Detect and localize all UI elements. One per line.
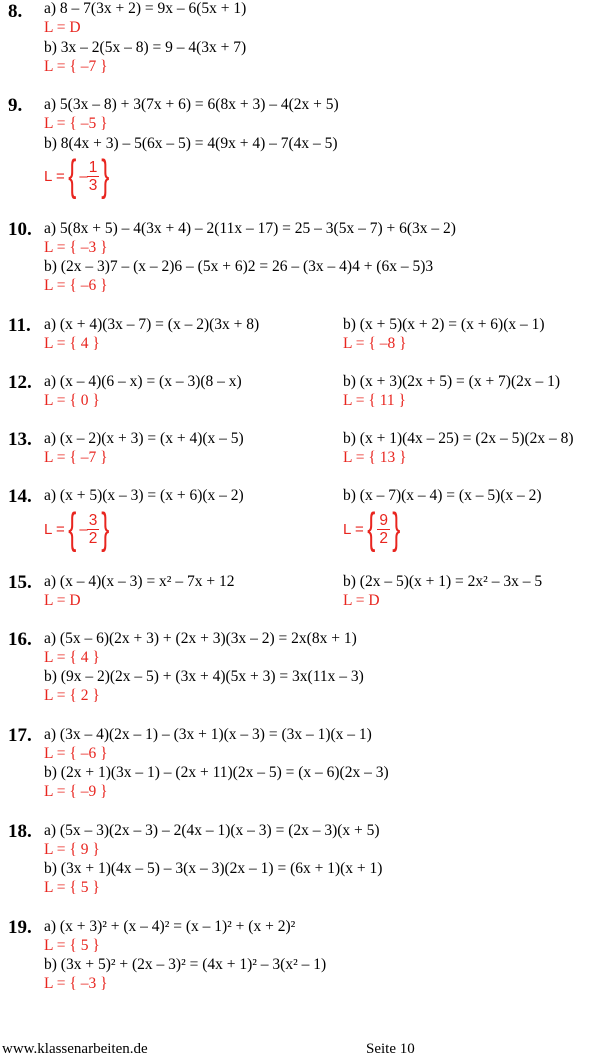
exercise-number: 14.	[8, 486, 32, 507]
exercise-number: 10.	[8, 219, 32, 240]
solution-a: L = { –3 }	[44, 239, 108, 256]
exercise-number: 13.	[8, 429, 32, 450]
solution-a: L = { –7 }	[44, 449, 108, 466]
solution-a: L = { 4 }	[44, 649, 100, 666]
equation-a: a) (5x – 3)(2x – 3) – 2(4x – 1)(x – 3) = (2x – 3)(x + 5)	[44, 822, 380, 839]
solution-a: L = { 9 }	[44, 841, 100, 858]
right-brace-icon: }	[101, 151, 110, 200]
solution-b: L = { –3 }	[44, 975, 108, 992]
solution-b: L = D	[343, 592, 380, 609]
equation-b: b) 3x – 2(5x – 8) = 9 – 4(3x + 7)	[44, 39, 247, 56]
fraction-denominator: 2	[379, 529, 389, 547]
equation-b: b) (2x – 5)(x + 1) = 2x² – 3x – 5	[343, 573, 543, 590]
fraction-denominator: 3	[88, 176, 98, 194]
solution-a: L = { –6 }	[44, 745, 108, 762]
solution-a-fraction	[44, 504, 113, 553]
left-brace-icon: {	[68, 151, 77, 200]
exercise-number: 15.	[8, 572, 32, 593]
equation-b: b) 8(4x + 3) – 5(6x – 5) = 4(9x + 4) – 7(4x – 5)	[44, 135, 338, 152]
equation-b: b) (3x + 1)(4x – 5) – 3(x – 3)(2x – 1) = (6x + 1)(x + 1)	[44, 860, 383, 877]
solution-a: L = { –5 }	[44, 115, 108, 132]
equation-a: a) 5(3x – 8) + 3(7x + 6) = 6(8x + 3) – 4(2x + 5)	[44, 96, 339, 113]
solution-a: L = { 0 }	[44, 392, 100, 409]
fraction-denominator: 2	[88, 529, 98, 547]
exercise-number: 17.	[8, 725, 32, 746]
equation-b: b) (x + 5)(x + 2) = (x + 6)(x – 1)	[343, 316, 545, 333]
equation-b: b) (x – 7)(x – 4) = (x – 5)(x – 2)	[343, 487, 542, 504]
left-brace-icon: {	[68, 504, 77, 553]
equation-b: b) (9x – 2)(2x – 5) + (3x + 4)(5x + 3) = 3x(11x – 3)	[44, 668, 364, 685]
solution-a: L = D	[44, 592, 81, 609]
equation-a: a) (x – 4)(6 – x) = (x – 3)(8 – x)	[44, 373, 242, 390]
solution-b: L = { 5 }	[44, 879, 100, 896]
solution-a: L = { 5 }	[44, 937, 100, 954]
fraction-numerator: 1	[88, 158, 98, 176]
equation-b: b) (2x – 3)7 – (x – 2)6 – (5x + 6)2 = 26 – (3x – 4)4 + (6x – 5)3	[44, 258, 434, 275]
fraction-numerator: 9	[379, 511, 389, 529]
equation-a: a) (x – 4)(x – 3) = x² – 7x + 12	[44, 573, 235, 590]
equation-a: a) (x + 5)(x – 3) = (x + 6)(x – 2)	[44, 487, 244, 504]
solution-a: L = { 4 }	[44, 335, 100, 352]
equation-a: a) (5x – 6)(2x + 3) + (2x + 3)(3x – 2) = 2x(8x + 1)	[44, 630, 357, 647]
equation-a: a) 8 – 7(3x + 2) = 9x – 6(5x + 1)	[44, 0, 247, 17]
equation-b: b) (x + 1)(4x – 25) = (2x – 5)(2x – 8)	[343, 430, 574, 447]
solution-lhs: L =	[343, 520, 364, 538]
solution-b: L = { –7 }	[44, 58, 108, 75]
equation-b: b) (2x + 1)(3x – 1) – (2x + 11)(2x – 5) = (x – 6)(2x – 3)	[44, 764, 389, 781]
exercise-number: 12.	[8, 372, 32, 393]
solution-lhs: L =	[44, 520, 65, 538]
solution-b: L = { 13 }	[343, 449, 407, 466]
equation-b: b) (x + 3)(2x + 5) = (x + 7)(2x – 1)	[343, 373, 561, 390]
solution-b: L = { 11 }	[343, 392, 406, 409]
footer-website: www.klassenarbeiten.de	[2, 1041, 148, 1057]
equation-a: a) (3x – 4)(2x – 1) – (3x + 1)(x – 3) = (3x – 1)(x – 1)	[44, 726, 372, 743]
equation-a: a) 5(8x + 5) – 4(3x + 4) – 2(11x – 17) = 25 – 3(5x – 7) + 6(3x – 2)	[44, 220, 456, 237]
right-brace-icon: }	[392, 504, 401, 553]
solution-lhs: L =	[44, 167, 65, 185]
fraction-sign: –	[79, 167, 88, 185]
footer-page-number: Seite 10	[366, 1041, 415, 1057]
solution-a: L = D	[44, 19, 81, 36]
solution-b-fraction	[343, 504, 404, 553]
equation-a: a) (x + 4)(3x – 7) = (x – 2)(3x + 8)	[44, 316, 260, 333]
exercise-number: 9.	[8, 95, 23, 116]
exercise-number: 19.	[8, 917, 32, 938]
equation-b: b) (3x + 5)² + (2x – 3)² = (4x + 1)² – 3(x² – 1)	[44, 956, 327, 973]
equation-a: a) (x + 3)² + (x – 4)² = (x – 1)² + (x + 2)²	[44, 918, 296, 935]
exercise-number: 8.	[8, 1, 23, 22]
exercise-number: 16.	[8, 629, 32, 650]
solution-b-fraction	[44, 151, 113, 200]
exercise-number: 11.	[8, 315, 31, 336]
exercise-number: 18.	[8, 821, 32, 842]
right-brace-icon: }	[101, 504, 110, 553]
fraction-numerator: 3	[88, 511, 98, 529]
left-brace-icon: {	[367, 504, 376, 553]
solution-b: L = { –8 }	[343, 335, 407, 352]
solution-b: L = { –6 }	[44, 277, 108, 294]
fraction-sign: –	[79, 520, 88, 538]
solution-b: L = { –9 }	[44, 783, 108, 800]
solution-b: L = { 2 }	[44, 687, 100, 704]
equation-a: a) (x – 2)(x + 3) = (x + 4)(x – 5)	[44, 430, 244, 447]
